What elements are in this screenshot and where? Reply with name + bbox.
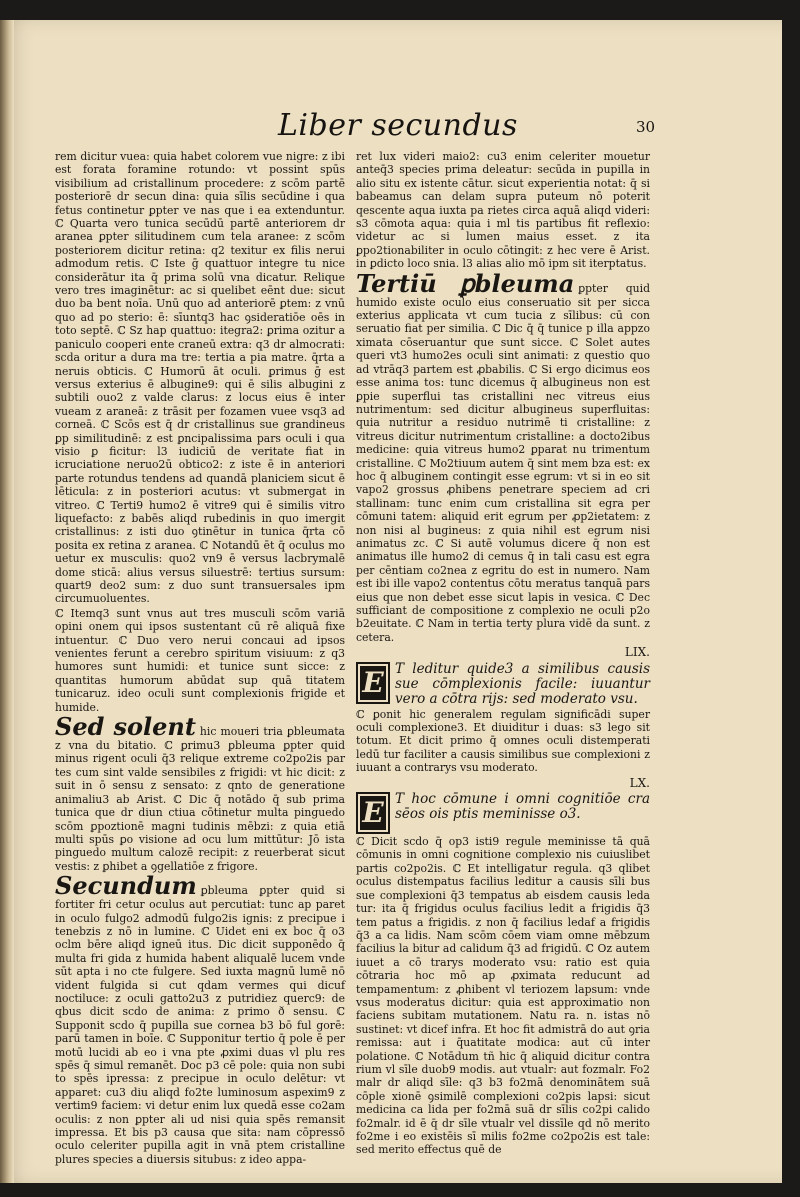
book-page xyxy=(0,20,782,1183)
decorated-initial: E xyxy=(356,792,390,834)
section-lead: Sed solent xyxy=(55,712,196,742)
paragraph-text: ꝑpter quid humido existe oculo eius conseruatio sit per sicca exterius applicata vt cum tucia z sīlibus: cū con seruatio fiat per similia. ℂ Dic q̄ q̄ tunice p illa appzo ximata cōseruantur que sunt sicce. ℂ Solet autes queri vt3 humo2es oculi sint animati: z questio quo ad vtrāq3 partem est ꝓbabilis. ℂ Si ergo dicimus eos esse anima tos: tunc dicemus q̄ albugineus non est ꝑpie superflui tas cristallini nec vitreus eius nutrimentum: sed dicitur albugineus superfluitas: quia nutritur a residuo nutrimē ti cristalline: z vitreus dicitur nutrimentum cristalline: a docto2ibus medicine: quia vitreus humo2 ꝑparat nu trimentum cristalline. ℂ Mo2tiuum autem q̄ sint mem bza est: ex hoc q̄ albuginem contingit esse egrum: vt si in eo sit vapo2 grossus ꝓhibens penetrare speciem ad cri stallinam: tunc enim cum cristallina sit egra per cōmuni tatem: aliquid erit egrum per ꝓp2ietatem: z non nisi al bugineus: z quia nihil est egrum nisi animatus zc. ℂ Si autē volumus dicere q̄ non est animatus ille humo2 di cemus q̄ in tali casu est egra per cēntiam co2nea z egritu do est in numero. Nam est ibi ille vapo2 contentus cōtu meratus tanquā pars eius que non debet esse sicut lapis in vesica. ℂ Dec sufficiant de compositione z complexio ne oculi p2o b2euitate. ℂ Nam in tertia terty plura vidē da sunt. z cetera. xyxy=(356,281,650,644)
page-gutter xyxy=(0,20,14,1183)
paragraph-text: ꝑbleuma ꝑpter quid si fortiter fri cetur oculus aut percutiat: tunc ap paret in oculo fulgo2 admodū fulgo2is ignis: z precipue i tenebzis z nō in lumine. ℂ Uidet eni ex boc q̄ o3 oclm bēre aliqd igneū itus. Dic dicit supponēdo q̄ multa fri gida z humida habent aliqualē lucem vnde sūt apta i no cte fulgere. Sed iuxta magnū lumē nō vident fulgida si cut qdam vermes qui dicuf noctiluce: z oculi gatto2u3 z putridiez querc9: de qbus dicit scdo de anima: z primo ð sensu. ℂ Supponit scdo q̄ pupilla sue cornea b3 bō ful gorē: parū tamen in boīe. ℂ Supponitur tertio q̄ pole ē per motū lucidi ab eo i vna pte ꝓximi duas vl plu res spēs q̄ simul remanēt. Doc p3 cē pole: quia non subi to spēs ipressa: z precipue in oculo delētur: vt apparet: cu3 diu aliqd fo2te luminosum aspexim9 z vertim9 faciem: vi detur enim lux quedā esse co2am oculis: z non ꝑpter ali ud nisi quia spēs remansit impressa. Et bis p3 causa que sita: nam cōpressō oculo celeriter pupilla agit in vnā ptem cristalline plures species a diuersis situbus: z ideo appa- xyxy=(55,884,345,1166)
paragraph: ret lux videri maio2: cu3 enim celeriter mouetur anteq̄3 species prima deleatur: secūda in pupilla in alio situ ex istente cātur. sicut experientia notat: q̄ si babeamus can delam supra puteum nō poterit qescente aqua iuxta pa rietes circa aquā aliqd videri: s3 cōmota aqua: quia i ml tis partibus fit reflexio: videtur ac si lumen maius esset. z ita ꝑpo2tionabiliter in oculo cōtingit: z hec vere ē Arist. in ꝑdicto loco snia. l3 alias alio mō ipm sit iterptatus. xyxy=(356,150,650,271)
commentary-text: ℂ Dicit scdo q̄ op3 isti9 regule meminisse tā quā cōmunis in omni cognitione complexio nis cuiuslibet partis co2po2is. ℂ Et intelligatur regula. q3 qlibet oculus distempatus facilius leditur a causis sīli bus sue complexioni q̄3 tempatus ab eisdem causis leda tur: ita q̄ frigidus oculus facilius ledit a frigidis q̄3 tem patus a frigidis. z non q̄ facilius ledaf a frigidis q̄3 a ca lidis. Nam scōm cōem viam omne mēbzum facilius la bitur ad calidum q̄3 ad frigidū. ℂ Oz autem iuuet a cō trarys moderato vsu: ratio est quia cōtraria hoc mō ap ꝓximata reducunt ad tempamentum: z ꝓhibent vl teriozem lapsum: vnde vsus moderatus dicitur: quia est approximatio non faciens subitam mutationem. Natu ra. n. istas nō sustinet: vt dicef infra. Et hoc fit admistrā do aut ꝯria remissa: aut i q̄uatitate modica: aut cū inter polatione. ℂ Notādum tñ hic q̄ aliquid dicitur contra rium vl sīle duob9 modis. aut vtualr: aut fozmalr. Fo2 malr dr aliqd sīle: q3 b3 fo2mā denominātem suā cōple xionē ꝯsimilē complexioni co2pis lapsi: sicut medicina ca lida per fo2mā suā dr sīlis co2pi calido fo2malr. id ē q̄ dr sīle vtualr vel dissīle qd nō merito fo2me i eo existēis sī milis fo2me co2po2is est tale: sed merito effectus quē de xyxy=(356,835,650,1157)
paragraph: rem dicitur vuea: quia habet colorem vue nigre: z ibi est forata foramine rotundo: vt possint spūs visibilium ad cristallinum procedere: z scōm partē posteriorē dr secun dina: quia sīlis secūdine i qua fetus continetur ꝑpter ve nas que i ea extenduntur. ℂ Quarta vero tunica secūdū partē anteriorem dr aranea ꝑpter silitudinem cum tela aranee: z scōm posteriorem dicitur retina: q2 texitur ex filis nerui admodum retis. ℂ Iste ḡ quattuor integre tu nice considerātur ita q̄ prima solū vna dicatur. Relique vero tres imaginētur: ac si quelibet eēnt due: sicut duo ba bent noīa. Unū quo ad anteriorē ꝑtem: z vnū quo ad po sterio: ē: sīuntq3 hac ꝯsideratiōe oēs in toto septē. ℂ Sz hap quattuo: itegra2: ꝑrima ozitur a paniculo cooperi ente craneū extra: q3 dr almocrati: scda oritur a dura ma tre: tertia a pia matre. q̄rta a neruis obticis. ℂ Humorū āt oculi. ꝑrimus ḡ est versus exterius ē albugine9: qui ē silis albugini z subtili ouo2 z valde clarus: z locus eius ē inter vueam z araneā: z trāsit per fozamen vuee vsq3 ad corneā. ℂ Scōs est q̄ dr cristallinus sue grandineus ꝑp similitudinē: z est ꝑncipalissima pars oculi i qua visio ꝑ ficitur: l3 iudiciū de veritate fiat in icruciatione neruo2ū obtico2: z iste ē in anteriori parte rotundus tendens ad quandā planiciem sicut ē lēticula: z in posteriori acutus: vt submergat in vitreo. ℂ Terti9 humo2 ē vitre9 qui ē similis vitro liquefacto: z babēs aliqd rubedinis in quo imergit cristallinus: z isti duo ꝯtinētur in tunica q̄rta cō posita ex retina z aranea. ℂ Notandū ēt q̄ oculus mo uetur ex musculis: quo2 vn9 ē versus lacbrymalē dome sticā: alius versus siluestrē: tertius sursum: quart9 deo2 sum: z duo sunt transuersales ipm circumuoluentes. xyxy=(55,150,345,606)
section-number: LIX. xyxy=(624,645,650,660)
section-lead: Secundum xyxy=(55,871,197,901)
aphorism-text: T hoc cōmune i omni cognitiōe cra sēos ois ptis meminisse o3. xyxy=(395,791,650,823)
left-column xyxy=(55,150,345,1167)
decorated-initial: E xyxy=(356,662,390,704)
paragraph-text: hic moueri tria ꝑbleumata z vna du bitatio. ℂ ꝑrimu3 ꝑbleuma ꝑpter quid minus rigent oculi q̄3 relique extreme co2po2is par tes cum sint valde sensibiles z frigidi: vt hic dicit: z suit in ō sensu z sensato: z qnto de generatione animaliu3 ab Arist. ℂ Dic q̄ notādo q̄ sub prima tunica que dr diun ctiua cōtinetur multa pinguedo scōm ꝑpoztionē magni tudinis mēbzi: z quia etiā multi spūs ꝑo visione ad ocu lum mittūtur: Jō ista pinguedo multum calozē recipit: z reuerberat sicut vestis: z ꝑhibet a ꝯgellatiōe z frigore. xyxy=(55,725,345,873)
paragraph: ℂ Itemq3 sunt vnus aut tres musculi scōm variā opini onem qui ipsos sustentant cū rē aliquā fixe intuentur. ℂ Duo vero nerui concaui ad ipsos venientes ferunt a cerebro spiritum visiuum: z q3 humores sunt humidi: et tunice sunt sicce: z quantitas humorum abūdat sup quā titatem tunicaruz. ideo oculi sunt complexionis frigide et humide. xyxy=(55,606,345,714)
paragraph-secundum xyxy=(55,871,345,1166)
commentary-text: ℂ ꝑonit hic generalem regulam significādi super oculi complexione3. Et diuiditur i duas: s3 lego sit totum. Et dicit primo q̄ omnes oculi distemperati ledū tur faciliter a causis similibus sue complexioni z iuuant a contrarys vsu moderato. xyxy=(356,707,650,775)
section-lead: Tertiū ꝑbleuma xyxy=(356,268,575,298)
section-lx xyxy=(356,792,650,834)
paragraph-tertium xyxy=(356,268,650,645)
section-lix xyxy=(356,662,650,707)
running-header: Liber secundus xyxy=(278,108,518,143)
folio-number: 30 xyxy=(636,118,656,136)
section-number: LX. xyxy=(629,775,650,790)
aphorism-text: T leditur quide3 a similibus causis sue cōmplexionis facile: iuuantur vero a cōtra rijs: sed moderato vsu. xyxy=(395,660,650,707)
paragraph-sed-solent xyxy=(55,712,345,873)
right-column xyxy=(356,150,650,1158)
